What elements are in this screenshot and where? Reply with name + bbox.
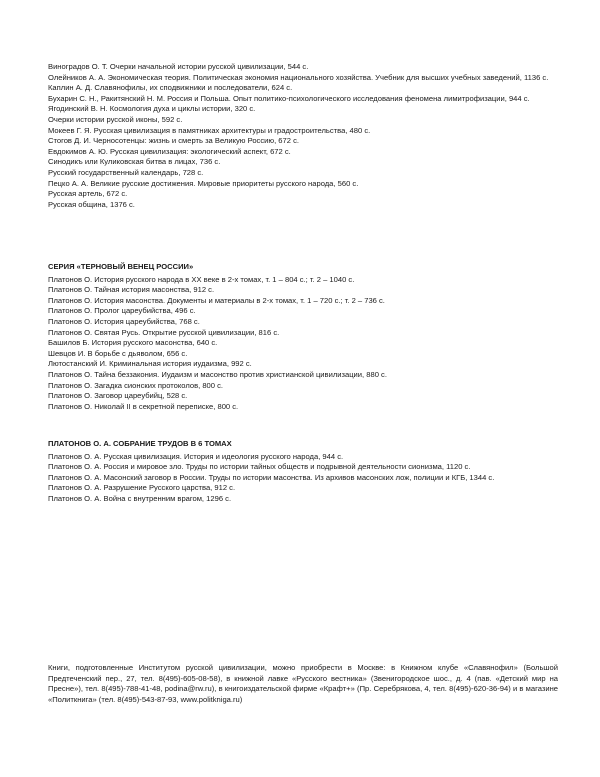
book-entry: Каплин А. Д. Славянофилы, их сподвижники и последователи, 624 с. bbox=[48, 83, 293, 93]
book-entry: Виноградов О. Т. Очерки начальной истории русской цивилизации, 544 с. bbox=[48, 62, 309, 71]
book-entry: Платонов О. История русского народа в XX веке в 2-х томах, т. 1 – 804 с.; т. 2 – 1040 с. bbox=[48, 274, 355, 284]
book-entry: Платонов О. А. Война с внутренним врагом, 1296 с. bbox=[48, 493, 232, 503]
book-list-general bbox=[48, 62, 558, 210]
book-entry: Олейников А. А. Экономическая теория. Политическая экономия национального хозяйства. Учебник для высших учебных заведений, 1136 с. bbox=[48, 72, 549, 82]
book-entry: Стогов Д. И. Черносотенцы: жизнь и смерть за Великую Россию, 672 с. bbox=[48, 136, 299, 146]
book-entry: Шевцов И. В борьбе с дьяволом, 656 с. bbox=[48, 348, 188, 358]
book-entry: Мокеев Г. Я. Русская цивилизация в памятниках архитектуры и градостроительства, 480 с. bbox=[48, 125, 371, 135]
section-title: ПЛАТОНОВ О. А. СОБРАНИЕ ТРУДОВ В 6 ТОМАХ bbox=[48, 439, 232, 448]
book-entry: Русская община, 1376 с. bbox=[48, 199, 135, 209]
book-entry: Платонов О. Заговор цареубийц, 528 с. bbox=[48, 391, 188, 401]
book-entry: Платонов О. А. Россия и мировое зло. Труды по истории тайных обществ и подрывной деятельности сионизма, 1120 с. bbox=[48, 462, 471, 472]
book-entry: Платонов О. А. Разрушение Русского царства, 912 с. bbox=[48, 483, 236, 493]
section-title: СЕРИЯ «ТЕРНОВЫЙ ВЕНЕЦ РОССИИ» bbox=[48, 262, 194, 271]
purchase-info-footer: Книги, подготовленные Институтом русской цивилизации, можно приобрести в Москве: в Книжном клубе «Славянофил» (Большой Предтеченский пер., 27, тел. 8(495)-605-08-58), в книжной лавке «Русского вестника» (Звенигородское шос., д. 4 (пав. «Детский мир на Пресне»), тел. 8(495)-788-41-48, podina@rw.ru), в книгоиздательской фирме «Крафт+» (Пр. Серебрякова, 4, тел. 8(495)-620-36-94) и в магазине «Политкнига» (тел. 8(495)-543-87-93, www.politkniga.ru) bbox=[48, 663, 558, 704]
book-entry: Евдокимов А. Ю. Русская цивилизация: экологический аспект, 672 с. bbox=[48, 146, 291, 156]
book-entry: Платонов О. История масонства. Документы и материалы в 2-х томах, т. 1 – 720 с.; т. 2 – 736 с. bbox=[48, 295, 385, 305]
book-entry: Очерки истории русской иконы, 592 с. bbox=[48, 114, 183, 124]
book-entry: Платонов О. История цареубийства, 768 с. bbox=[48, 316, 200, 326]
book-entry: Платонов О. Святая Русь. Открытие русской цивилизации, 816 с. bbox=[48, 327, 280, 337]
book-entry: Ягодинский В. Н. Космология духа и циклы истории, 320 с. bbox=[48, 104, 256, 114]
book-entry: Русский государственный календарь, 728 с. bbox=[48, 167, 204, 177]
series-thorny-crown bbox=[48, 262, 558, 412]
book-entry: Башилов Б. История русского масонства, 640 с. bbox=[48, 338, 218, 348]
book-entry: Платонов О. Тайная история масонства, 912 с. bbox=[48, 285, 215, 295]
book-entry: Бухарин С. Н., Ракитянский Н. М. Россия и Польша. Опыт политико-психологического исследования феномена лимитрофизации, 944 с. bbox=[48, 93, 530, 103]
platonov-collected-works bbox=[48, 439, 558, 505]
book-entry: Платонов О. А. Масонский заговор в России. Труды по истории масонства. Из архивов масонских лож, полиции и КГБ, 1344 с. bbox=[48, 472, 495, 482]
book-entry: Пецко А. А. Великие русские достижения. Мировые приоритеты русского народа, 560 с. bbox=[48, 178, 359, 188]
book-entry: Платонов О. Тайна беззакония. Иудаизм и масонство против христианской цивилизации, 880 с. bbox=[48, 369, 387, 379]
book-entry: Синодикъ или Куликовская битва в лицах, 736 с. bbox=[48, 157, 221, 167]
book-entry: Платонов О. Загадка сионских протоколов, 800 с. bbox=[48, 380, 224, 390]
book-entry: Русская артель, 672 с. bbox=[48, 189, 128, 199]
book-entry: Платонов О. Николай II в секретной переписке, 800 с. bbox=[48, 401, 239, 411]
book-entry: Платонов О. Пролог цареубийства, 496 с. bbox=[48, 306, 196, 316]
book-entry: Лютостанский И. Криминальная история иудаизма, 992 с. bbox=[48, 359, 252, 369]
book-entry: Платонов О. А. Русская цивилизация. История и идеология русского народа, 944 с. bbox=[48, 451, 344, 461]
